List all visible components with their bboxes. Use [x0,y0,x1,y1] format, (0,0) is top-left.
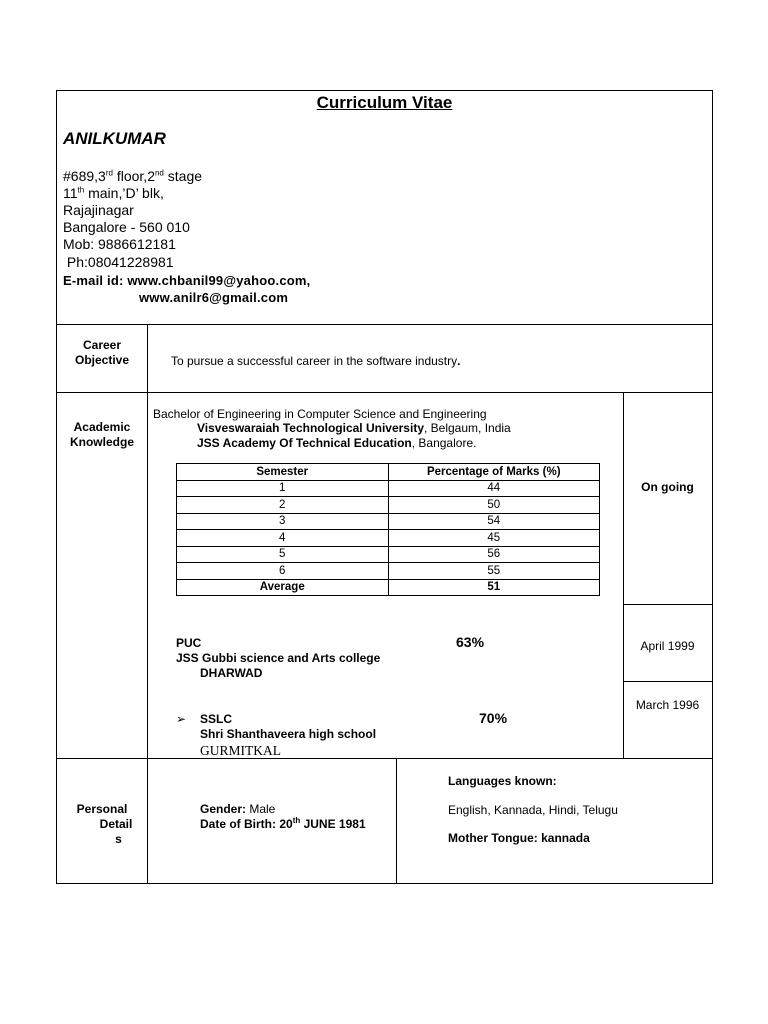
average-label-cell: Average [177,579,389,596]
sslc-block [200,712,376,742]
address-line-1: #689,3rd floor,2nd stage [63,168,203,184]
cv-frame [56,90,713,884]
career-objective-text: To pursue a successful career in the software industry. [171,354,461,368]
personal-details-label: Personal Detail s [76,802,133,846]
table-header-percentage: Percentage of Marks (%) [388,464,600,481]
puc-title: PUC [176,636,202,650]
degree-name: Bachelor of Engineering in Computer Science and Engineering [153,407,487,421]
semester-cell: 4 [177,530,389,547]
phone-number: Ph:08041228981 [63,254,174,270]
marks-cell: 50 [388,497,600,514]
languages-list: English, Kannada, Hindi, Telugu [448,803,618,817]
email-line-1: E-mail id: www.chbanil99@yahoo.com, [63,273,311,288]
puc-date: April 1999 [640,639,695,653]
email-line-2: www.anilr6@gmail.com [139,290,289,305]
marks-cell: 44 [388,480,600,497]
puc-city: DHARWAD [200,666,263,680]
marks-cell: 45 [388,530,600,547]
puc-percentage: 63% [456,634,485,650]
academic-knowledge-label: Academic Knowledge [69,420,134,449]
degree-status: On going [641,480,694,494]
table-row [177,480,600,497]
table-row [177,563,600,580]
languages-known-label: Languages known: [448,774,557,788]
mother-tongue: Mother Tongue: kannada [448,831,590,845]
gender: Gender: Male [200,802,276,816]
table-header-row [177,464,600,481]
semester-cell: 2 [177,497,389,514]
mobile-number: Mob: 9886612181 [63,236,176,252]
sslc-bullet-icon: ➢ [176,712,187,726]
sslc-school: Shri Shanthaveera high school [200,727,377,741]
sslc-date: March 1996 [635,698,700,712]
career-objective-label: Career Objective [74,338,130,367]
address-line-3: Rajajinagar [63,202,134,218]
sslc-city: GURMITKAL [200,743,281,758]
address-line-2: 11th main,’D’ blk, [63,185,164,201]
address-line-4: Bangalore - 560 010 [63,219,190,235]
divider-header [57,324,712,325]
divider-academic [57,758,712,759]
table-row [177,546,600,563]
puc-college: JSS Gubbi science and Arts college [176,651,381,665]
divider-date-2 [623,681,712,682]
semester-marks-table [176,463,600,596]
divider-career [57,392,712,393]
cv-title: Curriculum Vitae [316,93,453,112]
marks-cell: 54 [388,513,600,530]
semester-cell: 6 [177,563,389,580]
university-name: Visveswaraiah Technological University, Belgaum, India [197,421,511,435]
semester-cell: 5 [177,546,389,563]
college-name: JSS Academy Of Technical Education, Bangalore. [197,436,477,450]
average-value-cell: 51 [388,579,600,596]
divider-date-1 [623,604,712,605]
table-row [177,497,600,514]
date-of-birth: Date of Birth: 20th JUNE 1981 [200,816,366,831]
candidate-name: ANILKUMAR [63,129,166,148]
sslc-percentage: 70% [479,710,508,726]
table-row [177,513,600,530]
table-row [177,530,600,547]
table-header-semester: Semester [177,464,389,481]
marks-cell: 56 [388,546,600,563]
semester-cell: 3 [177,513,389,530]
marks-cell: 55 [388,563,600,580]
table-average-row [177,579,600,596]
puc-block [176,636,380,681]
semester-cell: 1 [177,480,389,497]
personal-column-divider [396,758,397,884]
sslc-title: SSLC [200,712,233,726]
label-column-divider [147,324,148,884]
